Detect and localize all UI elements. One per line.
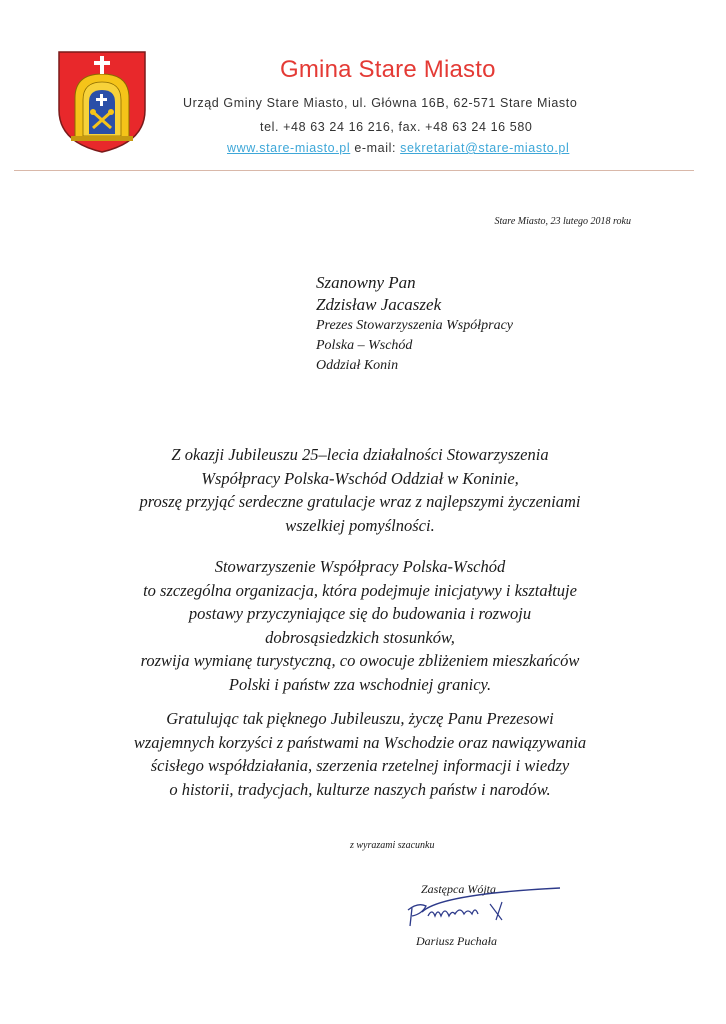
organization-name: Gmina Stare Miasto xyxy=(280,56,496,83)
paragraph-line: Polski i państw zza wschodniej granicy. xyxy=(228,674,492,694)
web-email-line xyxy=(227,141,569,155)
signatory-title: Zastępca Wójta xyxy=(421,882,496,896)
recipient-title-line: Oddział Konin xyxy=(316,358,399,373)
email-label: e-mail: xyxy=(354,141,397,155)
paragraph-line: to szczególna organizacja, która podejmuje inicjatywy i kształtuje xyxy=(143,580,577,600)
paragraph-line: Z okazji Jubileuszu 25–lecia działalności Stowarzyszenia xyxy=(171,445,549,464)
paragraph-line: wzajemnych korzyści z państwami na Wschodzie oraz nawiązywania xyxy=(133,732,587,752)
phone-fax-line: tel. +48 63 24 16 216, fax. +48 63 24 16 580 xyxy=(260,120,533,134)
paragraph-line: proszę przyjąć serdeczne gratulacje wraz z najlepszymi życzeniami xyxy=(139,492,581,511)
coat-of-arms-logo xyxy=(57,50,147,154)
header-divider xyxy=(14,170,694,171)
paragraph-congratulations xyxy=(50,443,670,537)
paragraph-line: Gratulując tak pięknego Jubileuszu, życzę Panu Prezesowi xyxy=(166,709,554,728)
date-line: Stare Miasto, 23 lutego 2018 roku xyxy=(494,216,631,227)
paragraph-line: Stowarzyszenie Współpracy Polska-Wschód xyxy=(214,557,506,576)
recipient-block xyxy=(316,272,513,376)
paragraph-wishes xyxy=(50,707,670,801)
paragraph-line: dobrosąsiedzkich stosunków, xyxy=(265,627,455,647)
recipient-name: Zdzisław Jacaszek xyxy=(316,295,442,314)
paragraph-line: wszelkiej pomyślności. xyxy=(285,515,435,535)
salutation: Szanowny Pan xyxy=(316,273,416,292)
handwritten-signature xyxy=(400,880,570,930)
office-address: Urząd Gminy Stare Miasto, ul. Główna 16B, 62-571 Stare Miasto xyxy=(183,96,578,110)
website-link[interactable]: www.stare-miasto.pl xyxy=(227,141,351,155)
paragraph-line: Współpracy Polska-Wschód Oddział w Koninie, xyxy=(201,468,519,488)
paragraph-line: ścisłego współdziałania, szerzenia rzetelnej informacji i wiedzy xyxy=(150,756,570,775)
signatory-name: Dariusz Puchała xyxy=(416,934,497,948)
recipient-title-line: Polska – Wschód xyxy=(316,338,413,353)
paragraph-association xyxy=(50,555,670,696)
recipient-title-line: Prezes Stowarzyszenia Współpracy xyxy=(316,318,514,333)
paragraph-line: rozwija wymianę turystyczną, co owocuje zbliżeniem mieszkańców xyxy=(140,651,580,670)
closing-phrase: z wyrazami szacunku xyxy=(350,840,435,851)
email-link[interactable]: sekretariat@stare-miasto.pl xyxy=(400,141,570,155)
paragraph-line: postawy przyczyniające się do budowania i rozwoju xyxy=(188,604,532,623)
paragraph-line: o historii, tradycjach, kulturze naszych państw i narodów. xyxy=(169,779,551,799)
